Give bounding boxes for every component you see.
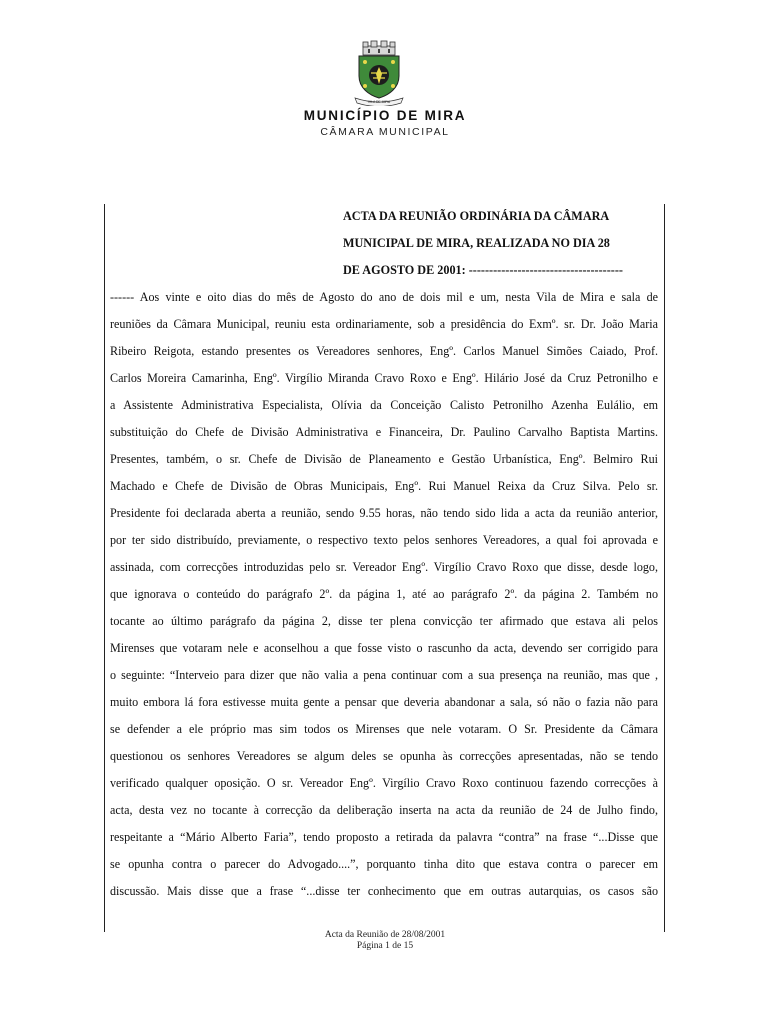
- body-line: que ignorava o conteúdo do parágrafo 2º. da página 1, até ao parágrafo 2º. da página 2. Também no: [110, 587, 658, 601]
- body-line: tocante ao último parágrafo da página 2, disse ter plena convicção ter afirmado que estava ali pelos: [110, 614, 658, 628]
- minutes-body: [110, 284, 658, 905]
- municipal-crest-logo: [349, 40, 409, 106]
- right-border-line: [664, 204, 665, 932]
- body-line: o seguinte: “Interveio para dizer que não valia a pena continuar com a sua presença na reunião, mas que ,: [110, 668, 658, 682]
- title-line: DE AGOSTO DE 2001: --------------------------------------: [343, 263, 623, 277]
- page-number: Página 1 de 15: [356, 941, 414, 951]
- page-footer: [0, 930, 770, 952]
- organization-name: MUNICÍPIO DE MIRA: [303, 108, 467, 123]
- left-border-line: [104, 204, 105, 932]
- body-line: a Assistente Administrativa Especialista, Olívia da Conceição Calisto Petronilho Azenha Eulálio, em: [110, 398, 658, 412]
- title-line: ACTA DA REUNIÃO ORDINÁRIA DA CÂMARA: [343, 209, 610, 223]
- body-line: Machado e Chefe de Divisão de Obras Municipais, Engº. Rui Manuel Reixa da Cruz Silva. Pelo sr.: [110, 479, 658, 493]
- body-line: por ter sido distribuído, previamente, o respectivo texto pelos senhores Vereadores, a qual foi aprovada e: [110, 533, 658, 547]
- body-line: Carlos Moreira Camarinha, Engº. Virgílio Miranda Cravo Roxo e Engº. Hilário José da Cruz Petronilho e: [110, 371, 658, 385]
- body-line: substituição do Chefe de Divisão Administrativa e Financeira, Dr. Paulino Carvalho Baptista Martins.: [110, 425, 658, 439]
- title-line: MUNICIPAL DE MIRA, REALIZADA NO DIA 28: [343, 236, 610, 250]
- body-line: respeitante a “Mário Alberto Faria”, tendo proposto a retirada da palavra “contra” na frase “...Disse que: [110, 830, 658, 844]
- body-line: assinada, com correcções introduzidas pelo sr. Vereador Engº. Virgílio Cravo Roxo que disse, desde logo,: [110, 560, 658, 574]
- body-line: se defender a ele próprio mas sim todos os Mirenses que nele votaram. O Sr. Presidente da Câmara: [110, 722, 658, 736]
- body-line: se opunha contra o parecer do Advogado....”, porquanto tinha dito que estava contra o parecer em: [110, 857, 658, 871]
- body-line: Presentes, também, o sr. Chefe de Divisão de Planeamento e Gestão Urbanística, Engº. Belmiro Rui: [110, 452, 658, 466]
- body-line: verificado qualquer oposição. O sr. Vereador Engº. Virgílio Cravo Roxo continuou fazendo correcções à: [110, 776, 658, 790]
- body-line: Ribeiro Reigota, estando presentes os Vereadores senhores, Engº. Carlos Manuel Simões Caiado, Prof.: [110, 344, 658, 358]
- footer-document-ref: Acta da Reunião de 28/08/2001: [324, 930, 446, 940]
- body-line: acta, desta vez no tocante à correcção da deliberação inserta na acta da reunião de 24 de Julho findo,: [110, 803, 658, 817]
- crest-ribbon-text: VILA DE MIRA: [367, 100, 391, 104]
- body-line: questionou os senhores Vereadores se algum deles se opunha às correcções apresentadas, não se tendo: [110, 749, 658, 763]
- body-line: ------ Aos vinte e oito dias do mês de Agosto do ano de dois mil e um, nesta Vila de Mira e sala de: [110, 290, 658, 304]
- body-line: Presidente foi declarada aberta a reunião, sendo 9.55 horas, não tendo sido lida a acta da reunião anterior,: [110, 506, 658, 520]
- body-line: muito embora lá fora estivesse muita gente a pensar que deveria abandonar a sala, só não o fazia não para: [110, 695, 658, 709]
- body-line: Mirenses que votaram nele e aconselhou a que fosse visto o rascunho da acta, devendo ser corrigido para: [110, 641, 658, 655]
- body-line: reuniões da Câmara Municipal, reuniu esta ordinariamente, sob a presidência do Exmº. sr. Dr. João Maria: [110, 317, 658, 331]
- organization-subtitle: CÂMARA MUNICIPAL: [320, 126, 450, 138]
- body-line: discussão. Mais disse que a frase “...disse ter conhecimento que em outras autarquias, os casos são: [110, 884, 658, 898]
- document-title: [343, 203, 663, 284]
